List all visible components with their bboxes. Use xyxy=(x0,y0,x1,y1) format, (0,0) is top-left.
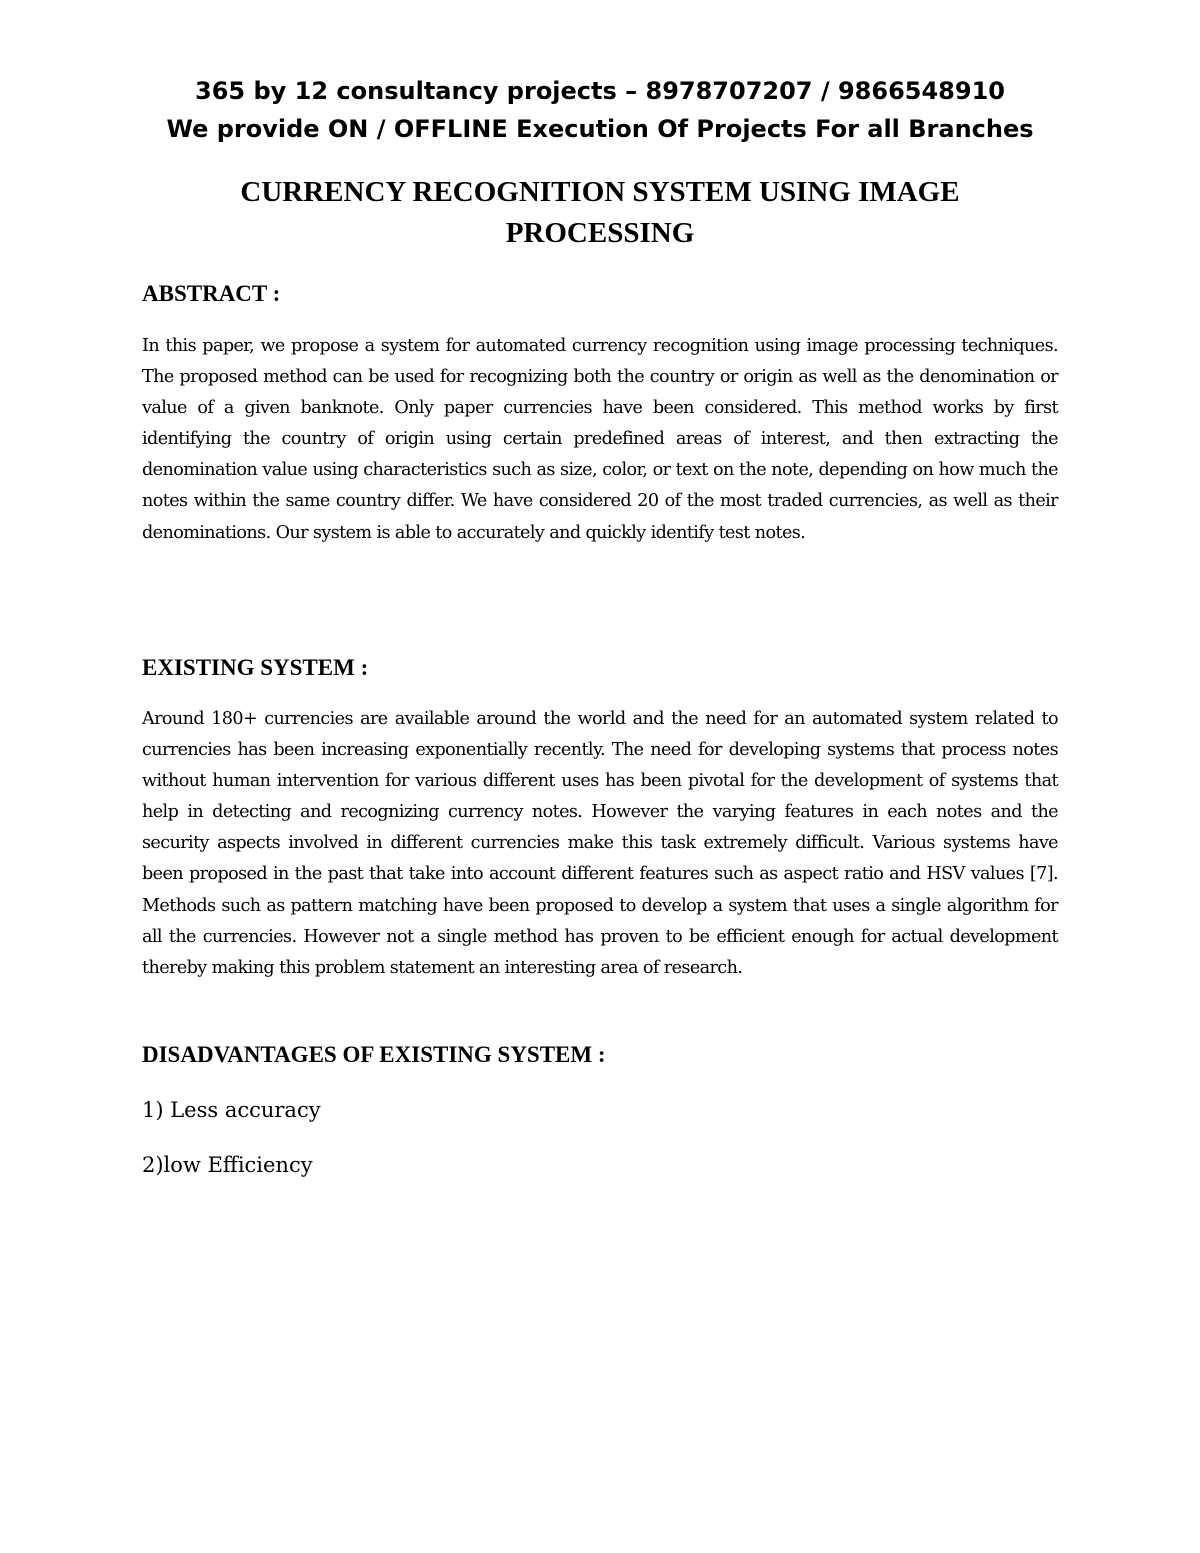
disadvantage-item-2: 2)low Efficiency xyxy=(142,1153,313,1177)
consultancy-header xyxy=(0,72,1200,148)
abstract-paragraph: In this paper, we propose a system for automated currency recognition using image processing techniques. The proposed method can be used for recognizing both the country or origin as well as the denomination or value of a given banknote. Only paper currencies have been considered. This method works by first identifying the country of origin using certain predefined areas of interest, and then extracting the denomination value using characteristics such as size, color, or text on the note, depending on how much the notes within the same country differ. We have considered 20 of the most traded currencies, as well as their denominations. Our system is able to accurately and quickly identify test notes. xyxy=(142,336,1058,543)
header-contact-line: 365 by 12 consultancy projects – 8978707207 / 9866548910 xyxy=(195,77,1005,105)
disadvantage-item-1: 1) Less accuracy xyxy=(142,1098,321,1122)
existing-system-heading: EXISTING SYSTEM : xyxy=(142,655,369,680)
header-tagline: We provide ON / OFFLINE Execution Of Projects For all Branches xyxy=(166,115,1034,143)
abstract-heading: ABSTRACT : xyxy=(142,281,281,306)
existing-system-paragraph: Around 180+ currencies are available around the world and the need for an automated system related to currencies has been increasing exponentially recently. The need for developing systems that process notes without human intervention for various different uses has been pivotal for the development of systems that help in detecting and recognizing currency notes. However the varying features in each notes and the security aspects involved in different currencies make this task extremely difficult. Various systems have been proposed in the past that take into account different features such as aspect ratio and HSV values [7]. Methods such as pattern matching have been proposed to develop a system that uses a single algorithm for all the currencies. However not a single method has proven to be efficient enough for actual development thereby making this problem statement an interesting area of research. xyxy=(142,709,1058,978)
title-line-2: PROCESSING xyxy=(505,217,695,249)
document-title xyxy=(120,172,1080,254)
title-line-1: CURRENCY RECOGNITION SYSTEM USING IMAGE xyxy=(240,176,960,208)
disadvantages-heading: DISADVANTAGES OF EXISTING SYSTEM : xyxy=(142,1042,606,1067)
